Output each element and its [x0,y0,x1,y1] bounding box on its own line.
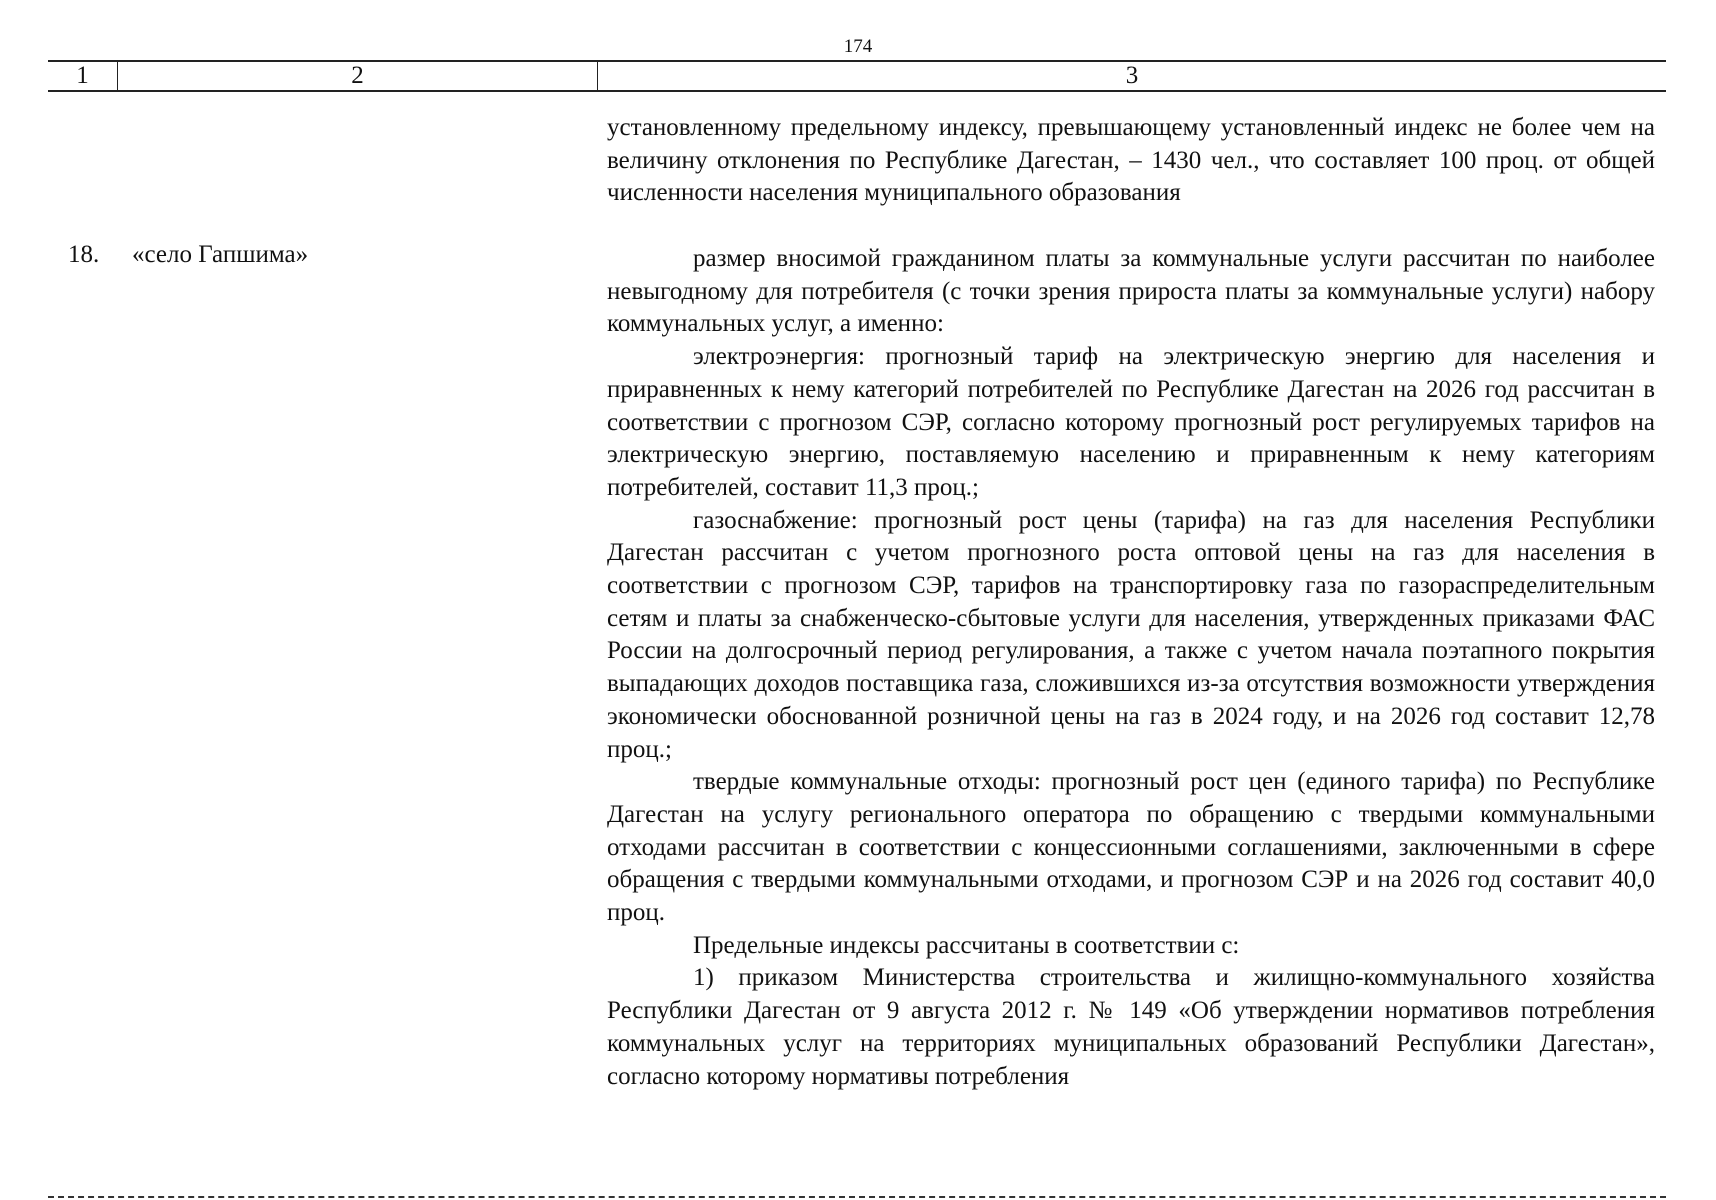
row-description-cell [607,243,1655,1093]
continuation-cell [607,112,1655,210]
column-header-1: 1 [48,62,118,90]
continuation-paragraph: установленному предельному индексу, превышающему установленный индекс не более чем на величину отклонения по Республике Дагестан, – 1430 чел., что составляет 100 проц. от общей численности населения муниципального образования [607,114,1655,207]
paragraph-indices-basis: Предельные индексы рассчитаны в соответствии с: [693,931,1240,959]
column-header-3: 3 [1125,62,1139,89]
municipality-name: «село Гапшима» [132,241,309,268]
row-number: 18. [68,241,100,268]
bottom-rule [48,1196,1666,1198]
paragraph-gas-supply: газоснабжение: прогнозный рост цены (тарифа) на газ для населения Республики Дагестан рассчитан с учетом прогнозного роста оптовой цены на газ для населения в соответствии с прогнозом СЭР, тарифов на транспортировку газа по газораспределительным сетям и платы за снабженческо-сбытовые услуги для населения, утвержденных приказами ФАС России на долгосрочный период регулирования, а также с учетом начала поэтапного покрытия выпадающих доходов поставщика газа, сложившихся из-за отсутствия возможности утверждения экономически обоснованной розничной цены на газ в 2024 году, и на 2026 год составит 12,78 проц.; [607,506,1655,763]
page-number: 174 [843,36,873,57]
column-header-2: 2 [118,62,598,90]
table-header [48,60,1666,92]
paragraph-payment-size: размер вносимой гражданином платы за коммунальные услуги рассчитан по наиболее невыгодному для потребителя (с точки зрения прироста платы за коммунальные услуги) набору коммунальных услуг, а именно: [607,245,1655,338]
paragraph-solid-waste: твердые коммунальные отходы: прогнозный рост цен (единого тарифа) по Республике Дагестан на услугу регионального оператора по обращению с твердыми коммунальными отходами рассчитан в соответствии с концессионными соглашениями, заключенными в сфере обращения с твердыми коммунальными отходами, и прогнозом СЭР и на 2026 год составит 40,0 проц. [607,768,1655,927]
paragraph-ministry-order: 1) приказом Министерства строительства и жилищно-коммунального хозяйства Республики Дагестан от 9 августа 2012 г. № 149 «Об утверждении нормативов потребления коммунальных услуг на территориях муниципальных образований Республики Дагестан», согласно которому нормативы потребления [607,964,1655,1090]
paragraph-electricity: электроэнергия: прогнозный тариф на электрическую энергию для населения и приравненных к нему категорий потребителей по Республике Дагестан на 2026 год рассчитан в соответствии с прогнозом СЭР, согласно которому прогнозный рост регулируемых тарифов на электрическую энергию, поставляемую населению и приравненным к нему категориям потребителей, составит 11,3 проц.; [607,343,1655,501]
